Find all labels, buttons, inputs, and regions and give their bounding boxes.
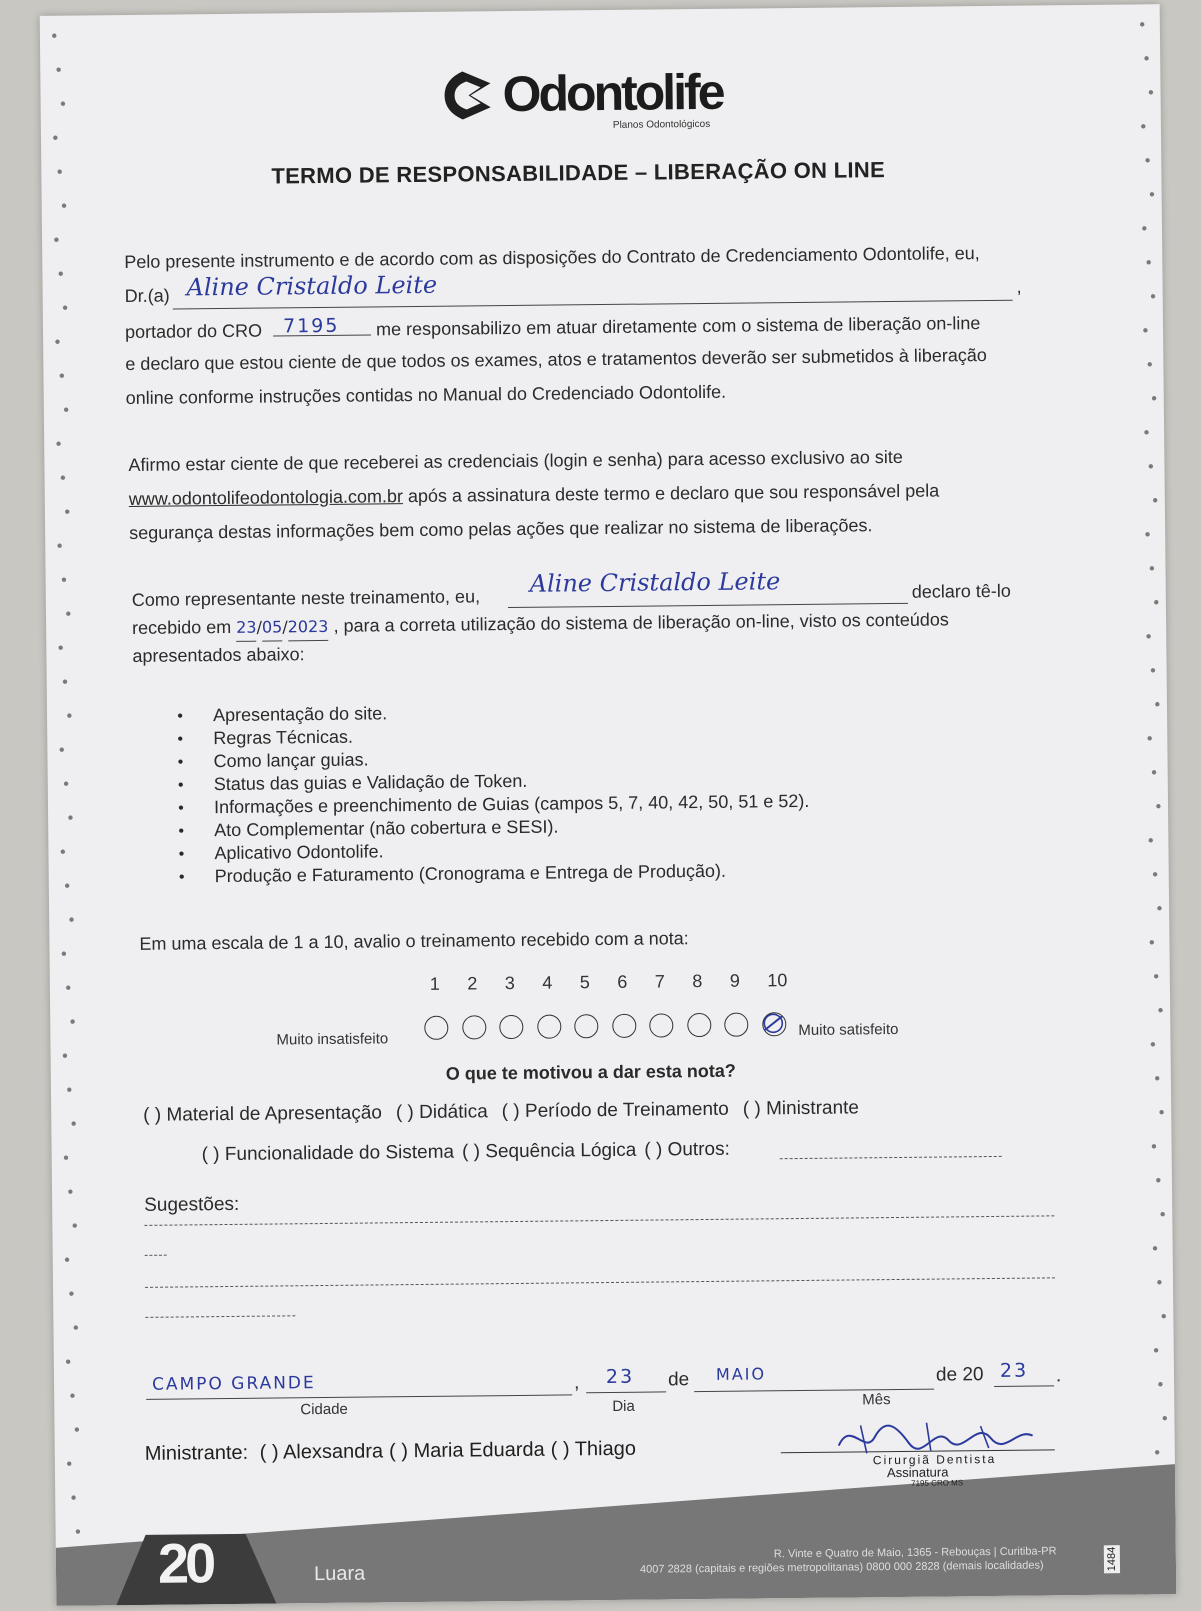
rating-number: 5 [579, 972, 590, 993]
de-text-1: de [667, 1369, 690, 1391]
motivation-row-2 [202, 1139, 738, 1167]
intro-line-5: online conforme instruções contidas no Manual do Credenciado Odontolife. [125, 381, 727, 409]
motivation-row-1 [143, 1097, 873, 1127]
access-line-1: Afirmo estar ciente de que receberei as credenciais (login e senha) para acesso exclusivo ao site [128, 446, 903, 476]
suggestions-line-1[interactable] [144, 1215, 1054, 1226]
training-paragraph [131, 567, 1053, 669]
suggestions-line-2[interactable] [145, 1255, 167, 1256]
access-line-2-rest: após a assinatura deste termo e declaro que sou responsável pela [407, 480, 940, 507]
rating-option-2[interactable] [462, 1015, 486, 1039]
city-line [146, 1368, 572, 1399]
access-paragraph [128, 439, 1029, 550]
site-url-link[interactable]: www.odontolifeodontologia.com.br [128, 486, 404, 510]
signature-label: Assinatura [886, 1464, 949, 1481]
ministrante-option[interactable]: ( ) Alexsandra [259, 1440, 384, 1464]
year-line [994, 1359, 1054, 1387]
intro-line-2: Dr.(a) Aline Cristaldo Leite , [124, 270, 1024, 313]
rating-scale [420, 970, 821, 1054]
topic-item: ● Status das guias e Validação de Token. [178, 767, 810, 797]
perforation-right [1130, 4, 1173, 1594]
ministrante-label: Ministrante: [144, 1441, 249, 1465]
rating-option-6[interactable] [612, 1014, 636, 1038]
rating-number: 7 [654, 971, 665, 992]
footer-number: 20 [157, 1531, 213, 1595]
footer-band [55, 1441, 1177, 1606]
training-prefix: Como representante neste treinamento, eu, [131, 586, 481, 610]
logo-mark-icon [440, 67, 497, 124]
cro-label: portador do CRO [124, 320, 263, 343]
topic-item: ● Aplicativo Odontolife. [178, 836, 810, 866]
suggestions-line-3[interactable] [145, 1277, 1055, 1288]
day-handwritten: 23 [605, 1365, 635, 1389]
day-line [586, 1365, 666, 1393]
stamp-line-2: 7195 CRO MS [911, 1478, 964, 1488]
motivation-option[interactable]: ( ) Didática [395, 1101, 488, 1124]
rating-number: 3 [504, 972, 515, 994]
month-handwritten: MAIO [715, 1364, 767, 1384]
month-line [694, 1363, 934, 1393]
topic-item: ● Como lançar guias. [177, 744, 809, 774]
dr-label: Dr.(a) [124, 285, 170, 307]
intro-paragraph [124, 236, 1026, 415]
city-label: Cidade [300, 1400, 348, 1419]
rating-option-3[interactable] [499, 1015, 523, 1039]
topic-item: ● Informações e preenchimento de Guias (campos 5, 7, 40, 42, 50, 51 e 52). [178, 790, 810, 820]
perforation-left [44, 16, 87, 1606]
rating-low-label: Muito insatisfeito [276, 1030, 389, 1049]
motivation-option[interactable]: ( ) Funcionalidade do Sistema [201, 1141, 455, 1166]
month-label: Mês [862, 1391, 891, 1409]
topic-item: ● Ato Complementar (não cobertura e SESI). [178, 813, 810, 843]
topic-item: ● Produção e Faturamento (Cronograma e Entrega de Produção). [179, 859, 811, 889]
odontolife-logo [440, 56, 771, 139]
training-suffix: declaro tê-lo [911, 580, 1011, 602]
topic-item: ● Regras Técnicas. [177, 721, 809, 751]
rating-number: 4 [542, 972, 553, 993]
cro-line [273, 310, 371, 336]
document-sheet: Odontolife Planos Odontológicos TERMO DE RESPONSABILIDADE – LIBERAÇÃO ON LINE Pelo presente instrumento e de acordo com as disposições do Contrato de Credenciamento Odontolife, eu, Dr.(a) Aline Cristaldo Leite , portador do CRO 7195 me responsabilizo em atuar diretamente com o sistema de liberação on-line e declaro que estou ciente de que todos os exames, atos e tratamentos deverão ser submetidos à liberação online conforme instruções contidas no Manual do Credenciado Odontolife. Afirmo estar ciente de que receberei as credenciais (login e senha) para acesso exclusivo ao site www.odontolifeodontologia.com.br após a assinatura deste termo e declaro que sou responsável pela segurança destas informações bem como pelas ações que realizar no sistema de liberações. Como representante neste treinamento, eu, Aline Cristaldo Leite declaro tê-lo recebido em 23/05/2023 , para a correta utilização do sistema de liberação on-line, visto os conteúdos apresentados abaixo: ● Apresentação do site. ● Regras Técnicas. ● Como lançar guias. ● Status das guias e Validação de Token. ● Informações e preenchimento de Guias (campos 5, 7, 40, 42, 50, 51 e 52). ● Ato Complementar (não cobertura e SESI). ● Aplicativo Odontolife. ● Produção e Faturamento (Cronograma e Entrega de Produção). Em uma escala de 1 a 10, avalio o treinamento recebido com a nota: 1 2 3 4 5 6 7 8 9 10 Muito insatisfeito Muito satisfeito O que te motivou a dar esta nota? ( ) Material de Apresentação ( ) Didática ( ) Período de Treinamento ( ) Ministrante ( ) Funcionalidade do Sistema ( ) Sequência Lógica ( ) Outros: Sugestões: CAMPO GRANDE Cidade , 23 Dia de MAIO Mês de 20 23 . 20 Luara R. Vinte e Quatro de Maio, 1365 - Rebouças | Curitiba-PR 4007 2828 (capitais e regiões metropolitanas) 0800 000 2828 (demais localidades) 1484 Ministrante: ( ) Alexsandra ( ) Maria Eduarda ( ) Thiago Cirurgiã Dentista Assinatura 7195 CRO MS [40, 4, 1177, 1606]
dr-name-handwritten: Aline Cristaldo Leite [186, 270, 438, 302]
footer-code: 1484 [1104, 1545, 1120, 1574]
city-handwritten: CAMPO GRANDE [151, 1373, 316, 1395]
rating-number: 1 [429, 973, 440, 994]
footer-background [55, 1441, 1177, 1606]
rating-number: 6 [617, 971, 628, 992]
rep-name-handwritten: Aline Cristaldo Leite [529, 567, 781, 598]
rating-number: 8 [692, 971, 703, 992]
selected-mark-icon [762, 1012, 784, 1034]
motivation-option[interactable]: ( ) Sequência Lógica [461, 1139, 637, 1163]
intro-line-4: e declaro que estou ciente de que todos os exames, atos e tratamentos deverão ser submetidos à liberação [125, 345, 987, 375]
rating-high-label: Muito satisfeito [798, 1020, 899, 1040]
rating-question: Em uma escala de 1 a 10, avalio o treinamento recebido com a nota: [139, 928, 689, 954]
rating-number: 9 [729, 970, 740, 991]
intro-line-3-rest: me responsabilizo em atuar diretamente com o sistema de liberação on-line [376, 313, 981, 340]
rating-option-9[interactable] [724, 1013, 748, 1037]
topic-item: ● Apresentação do site. [177, 698, 809, 728]
rating-option-8[interactable] [687, 1013, 711, 1037]
rating-option-7[interactable] [649, 1013, 673, 1037]
rating-option-5[interactable] [574, 1014, 598, 1038]
motivation-option[interactable]: ( ) Ministrante [742, 1097, 860, 1120]
suggestions-line-4[interactable] [145, 1315, 295, 1318]
access-line-3: segurança destas informações bem como pelas ações que realizar no sistema de liberações. [129, 515, 873, 543]
stamp-line-1: Cirurgiã Dentista [872, 1451, 997, 1468]
rating-number: 2 [467, 973, 478, 994]
logo-tagline: Planos Odontológicos [612, 118, 711, 131]
logo-brand: Odontolife [502, 63, 723, 123]
document-title: TERMO DE RESPONSABILIDADE – LIBERAÇÃO ON LINE [271, 157, 886, 189]
day-label: Dia [612, 1397, 635, 1415]
ministrante-option[interactable]: ( ) Maria Eduarda [388, 1438, 545, 1463]
motivation-option[interactable]: ( ) Período de Treinamento [501, 1098, 729, 1123]
suggestions-label: Sugestões: [144, 1193, 240, 1216]
cro-handwritten: 7195 [282, 314, 340, 338]
rating-option-10[interactable] [762, 1012, 786, 1036]
rating-option-4[interactable] [537, 1015, 561, 1039]
footer-phones: 4007 2828 (capitais e regiões metropolitanas) 0800 000 2828 (demais localidades) [639, 1559, 1044, 1576]
outros-line [780, 1156, 1002, 1159]
ministrante-option[interactable]: ( ) Thiago [550, 1437, 637, 1461]
intro-line-1: Pelo presente instrumento e de acordo com as disposições do Contrato de Credenciamento Odontolife, eu, [124, 243, 980, 273]
motivation-question: O que te motivou a dar esta nota? [445, 1060, 736, 1084]
footer-name: Luara [313, 1562, 366, 1586]
training-line-3: apresentados abaixo: [132, 644, 305, 666]
de-text-2: de 20 [935, 1364, 984, 1386]
received-date: 23/05/2023 [236, 617, 334, 637]
footer-address: R. Vinte e Quatro de Maio, 1365 - Rebouças | Curitiba-PR [773, 1545, 1057, 1561]
year-handwritten: 23 [999, 1359, 1029, 1382]
received-label: recebido em [132, 616, 232, 638]
motivation-option[interactable]: ( ) Material de Apresentação [143, 1102, 383, 1126]
training-line-2-rest: , para a correta utilização do sistema de liberação on-line, visto os conteúdos [333, 609, 949, 636]
motivation-option[interactable]: ( ) Outros: [644, 1138, 730, 1161]
rating-number: 10 [767, 970, 788, 991]
topics-list [177, 698, 810, 889]
rating-option-1[interactable] [424, 1016, 448, 1040]
